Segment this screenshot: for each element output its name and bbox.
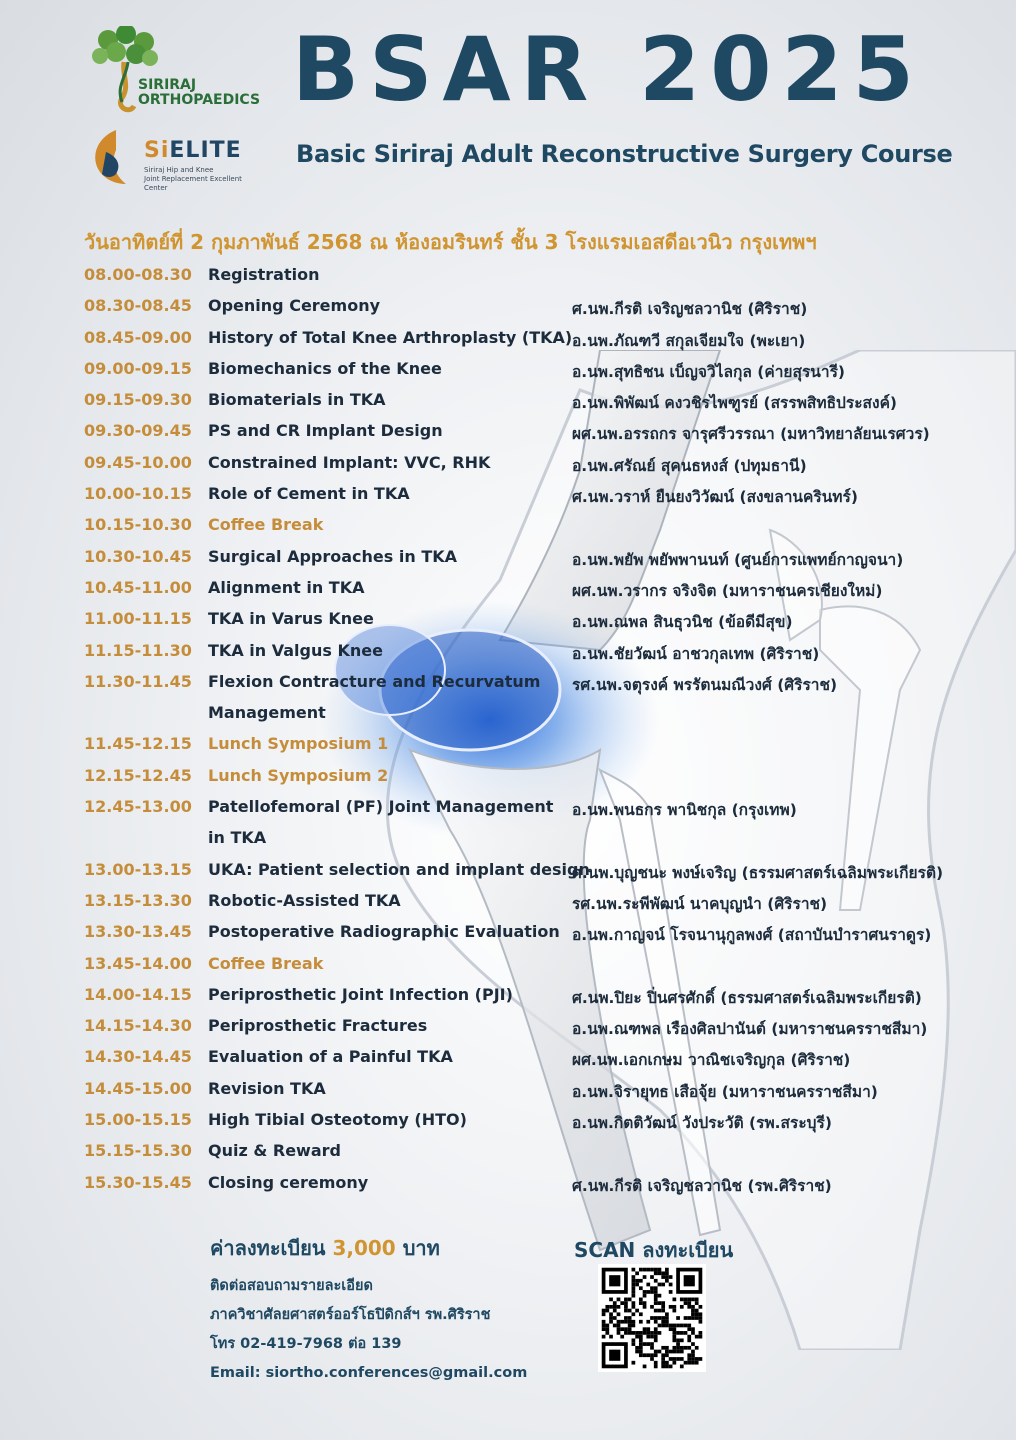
schedule-topic: Biomaterials in TKA: [208, 390, 386, 410]
schedule-topic: Quiz & Reward: [208, 1141, 341, 1161]
schedule-speaker: อ.นพ.กิตติวัฒน์ วังประวัติ (รพ.สระบุรี): [572, 1114, 832, 1133]
schedule-time: 13.30-13.45: [84, 922, 192, 942]
schedule-speaker: อ.นพ.พนธกร พานิชกุล (กรุงเทพ): [572, 801, 797, 820]
schedule-row: [84, 886, 984, 917]
schedule-speaker: อ.นพ.กาญจน์ โรจนานุกูลพงศ์ (สถาบันบำราศนราดูร): [572, 926, 932, 945]
siriraj-orthopaedics-logo: [86, 26, 266, 126]
schedule-topic: Evaluation of a Painful TKA: [208, 1047, 453, 1067]
schedule-time: 09.30-09.45: [84, 421, 192, 441]
schedule-time: 11.45-12.15: [84, 734, 192, 754]
schedule-time: 15.30-15.45: [84, 1172, 192, 1192]
schedule-row: [84, 1011, 984, 1042]
schedule-topic: PS and CR Implant Design: [208, 421, 443, 441]
schedule-row: [84, 1042, 984, 1073]
registration-info: [210, 1232, 527, 1388]
schedule-time: 09.15-09.30: [84, 390, 192, 410]
schedule-speaker: ศ.นพ.กีรติ เจริญชลวานิช (ศิริราช): [572, 300, 808, 319]
schedule-speaker: รศ.นพ.ระพีพัฒน์ นาคบุญนำ (ศิริราช): [572, 894, 828, 913]
schedule-topic: Opening Ceremony: [208, 296, 381, 316]
schedule-speaker: อ.นพ.ณพล สินธุวนิช (ข้อดีมีสุข): [572, 613, 793, 632]
schedule-speaker: อ.นพ.พยัพ พยัพพานนท์ (ศูนย์การแพทย์กาญจนา): [572, 550, 904, 569]
schedule-speaker: ผศ.นพ.อรรถกร จารุศรีวรรณา (มหาวิทยาลัยนเรศวร): [572, 425, 930, 444]
schedule-row: [84, 448, 984, 479]
schedule-time: 15.00-15.15: [84, 1110, 192, 1130]
schedule-topic: Robotic-Assisted TKA: [208, 890, 401, 910]
schedule-topic: TKA in Varus Knee: [208, 609, 374, 629]
schedule-time: 10.30-10.45: [84, 546, 192, 566]
page-title: BSAR 2025: [292, 18, 924, 121]
schedule-row: [84, 1136, 984, 1167]
scan-label: SCAN ลงทะเบียน: [574, 1238, 734, 1262]
schedule-topic: Coffee Break: [208, 515, 324, 535]
schedule-row: [84, 667, 984, 698]
contact-title: ติดต่อสอบถามรายละเอียด: [210, 1278, 373, 1294]
sielite-subtitle: Siriraj Hip and Knee Joint Replacement Excellent Center: [144, 166, 242, 192]
schedule-speaker: อ.นพ.ภัณฑวี สกุลเจียมใจ (พะเยา): [572, 331, 806, 350]
schedule-topic: Lunch Symposium 2: [208, 765, 389, 785]
schedule-topic: Revision TKA: [208, 1078, 326, 1098]
schedule-topic: Closing ceremony: [208, 1172, 369, 1192]
schedule-row: [84, 949, 984, 980]
schedule-time: 10.45-11.00: [84, 577, 192, 597]
schedule-speaker: ศ.นพ.กีรติ เจริญชลวานิช (รพ.ศิริราช): [572, 1176, 832, 1195]
schedule-speaker: ผศ.นพ.เอกเกษม วาณิชเจริญกุล (ศิริราช): [572, 1051, 851, 1070]
schedule-row: [84, 636, 984, 667]
schedule-row: [84, 479, 984, 510]
schedule-row: [84, 1074, 984, 1105]
schedule-speaker: อ.นพ.สุทธิชน เบ็ญจวิไลกุล (ค่ายสุรนารี): [572, 362, 845, 381]
schedule-topic: Role of Cement in TKA: [208, 484, 410, 504]
schedule-row: [84, 917, 984, 948]
schedule-row: [84, 260, 984, 291]
schedule-time: 09.45-10.00: [84, 452, 192, 472]
schedule-table: [84, 260, 984, 1199]
schedule-row: [84, 698, 984, 729]
schedule-topic: TKA in Valgus Knee: [208, 640, 383, 660]
schedule-row: [84, 416, 984, 447]
schedule-time: 15.15-15.30: [84, 1141, 192, 1161]
schedule-time: 08.00-08.30: [84, 265, 192, 284]
schedule-topic: UKA: Patient selection and implant design: [208, 859, 590, 879]
schedule-speaker: อ.นพ.จิรายุทธ เสือจุ้ย (มหาราชนครราชสีมา): [572, 1082, 878, 1101]
registration-fee: ค่าลงทะเบียน 3,000 บาท: [210, 1236, 440, 1260]
schedule-topic: Postoperative Radiographic Evaluation: [208, 922, 560, 942]
schedule-time: 08.30-08.45: [84, 296, 192, 316]
schedule-time: 08.45-09.00: [84, 327, 192, 347]
logo-line2: ORTHOPAEDICS: [138, 92, 261, 108]
schedule-row: [84, 980, 984, 1011]
schedule-speaker: รศ.นพ.จตุรงค์ พรรัตนมณีวงศ์ (ศิริราช): [572, 675, 838, 694]
schedule-speaker: อ.นพ.ณฑพล เรืองศิลปานันต์ (มหาราชนครราชสีมา): [572, 1020, 928, 1039]
schedule-topic: Periprosthetic Fractures: [208, 1016, 428, 1036]
schedule-time: 10.00-10.15: [84, 484, 192, 504]
schedule-row: [84, 385, 984, 416]
schedule-topic: Constrained Implant: VVC, RHK: [208, 452, 491, 472]
schedule-topic: Flexion Contracture and Recurvatum: [208, 671, 541, 691]
qr-code-icon[interactable]: [598, 1264, 706, 1372]
schedule-row: [84, 761, 984, 792]
schedule-row: [84, 1105, 984, 1136]
schedule-topic: Registration: [208, 265, 320, 284]
schedule-time: 14.15-14.30: [84, 1016, 192, 1036]
schedule-row: [84, 354, 984, 385]
schedule-topic: Coffee Break: [208, 953, 324, 973]
schedule-topic: Alignment in TKA: [208, 577, 365, 597]
schedule-time: 13.45-14.00: [84, 953, 192, 973]
schedule-time: 11.15-11.30: [84, 640, 192, 660]
schedule-topic: Biomechanics of the Knee: [208, 358, 442, 378]
schedule-speaker: ศ.นพ.ปิยะ ปิ่นศรศักดิ์ (ธรรมศาสตร์เฉลิมพระเกียรติ): [572, 988, 922, 1007]
schedule-time: 11.30-11.45: [84, 671, 192, 691]
event-date-venue: วันอาทิตย์ที่ 2 กุมภาพันธ์ 2568 ณ ห้องอมรินทร์ ชั้น 3 โรงแรมเอสดีอเวนิว กรุงเทพฯ: [84, 230, 817, 254]
schedule-topic: High Tibial Osteotomy (HTO): [208, 1110, 467, 1130]
schedule-speaker: ผศ.นพ.วรากร จริงจิต (มหาราชนครเชียงใหม่): [572, 581, 883, 600]
contact-email[interactable]: Email: siortho.conferences@gmail.com: [210, 1365, 528, 1381]
schedule-row: [84, 573, 984, 604]
schedule-time: 11.00-11.15: [84, 609, 192, 629]
schedule-row: [84, 323, 984, 354]
schedule-row: [84, 1168, 984, 1199]
sielite-logo: [86, 128, 266, 192]
schedule-speaker: อ.นพ.พิพัฒน์ คงวชิรไพฑูรย์ (สรรพสิทธิประสงค์): [572, 394, 898, 413]
schedule-topic: Management: [208, 703, 326, 723]
schedule-topic: Lunch Symposium 1: [208, 734, 389, 754]
knee-joint-logo-icon: [86, 128, 132, 186]
contact-department: ภาควิชาศัลยศาสตร์ออร์โธปิดิกส์ฯ รพ.ศิริราช: [210, 1307, 491, 1323]
schedule-speaker: ศ.นพ.บุญชนะ พงษ์เจริญ (ธรรมศาสตร์เฉลิมพระเกียรติ): [572, 863, 944, 882]
schedule-row: [84, 510, 984, 541]
schedule-row: [84, 729, 984, 760]
schedule-time: 14.30-14.45: [84, 1047, 192, 1067]
schedule-time: 14.45-15.00: [84, 1078, 192, 1098]
schedule-time: 13.15-13.30: [84, 890, 192, 910]
schedule-speaker: อ.นพ.ศรัณย์ สุคนธหงส์ (ปทุมธานี): [572, 456, 807, 475]
schedule-row: [84, 823, 984, 854]
schedule-speaker: ศ.นพ.วราห์ ยืนยงวิวัฒน์ (สงขลานครินทร์): [572, 488, 858, 507]
schedule-topic: Patellofemoral (PF) Joint Management: [208, 797, 554, 817]
schedule-time: 09.00-09.15: [84, 358, 192, 378]
schedule-topic: in TKA: [208, 828, 267, 848]
schedule-topic: Periprosthetic Joint Infection (PJI): [208, 984, 513, 1004]
sielite-title: SiELITE: [144, 138, 242, 163]
schedule-time: 13.00-13.15: [84, 859, 192, 879]
page-subtitle: Basic Siriraj Adult Reconstructive Surgery Course: [296, 140, 953, 168]
schedule-time: 12.45-13.00: [84, 797, 192, 817]
schedule-time: 10.15-10.30: [84, 515, 192, 535]
schedule-speaker: อ.นพ.ชัยวัฒน์ อาชวกุลเทพ (ศิริราช): [572, 644, 820, 663]
schedule-row: [84, 291, 984, 322]
schedule-time: 12.15-12.45: [84, 765, 192, 785]
schedule-row: [84, 542, 984, 573]
schedule-row: [84, 792, 984, 823]
schedule-topic: History of Total Knee Arthroplasty (TKA): [208, 327, 573, 347]
schedule-row: [84, 855, 984, 886]
schedule-row: [84, 604, 984, 635]
logo-line1: SIRIRAJ: [138, 77, 197, 93]
schedule-topic: Surgical Approaches in TKA: [208, 546, 458, 566]
contact-phone: โทร 02-419-7968 ต่อ 139: [210, 1336, 402, 1352]
schedule-time: 14.00-14.15: [84, 984, 192, 1004]
